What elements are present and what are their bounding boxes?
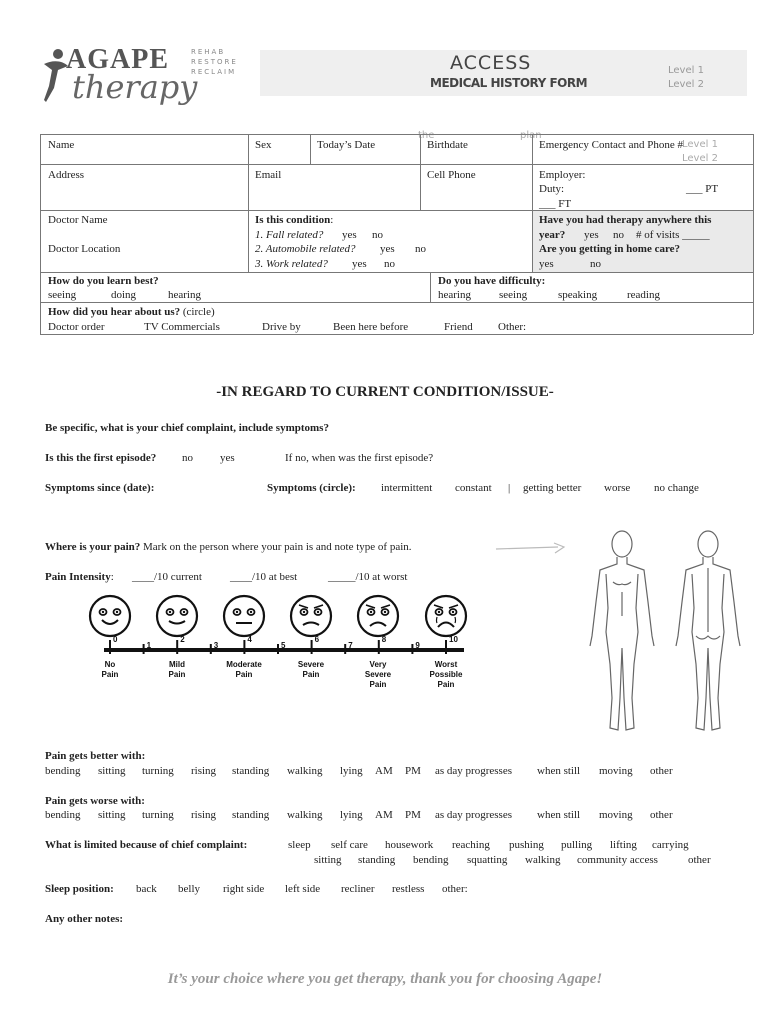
pain-face-icon: [157, 596, 197, 636]
pain-scale-label: Possible: [429, 670, 463, 679]
pain-scale-number: 2: [180, 635, 185, 644]
option-bending[interactable]: bending: [45, 809, 81, 821]
todays-date-label: Today’s Date: [317, 139, 376, 151]
pain-intensity-label: Pain Intensity: [45, 571, 111, 583]
sleep-position-label: Sleep position:: [45, 883, 114, 895]
ghost-level1: Level 1: [682, 139, 718, 150]
fall-no[interactable]: no: [372, 229, 383, 241]
pain-face-icon: [90, 596, 130, 636]
condition-question: [255, 214, 333, 227]
pain-scale-label: Pain: [235, 670, 253, 679]
difficulty-seeing[interactable]: seeing: [499, 289, 528, 301]
pain-scale-number: 6: [314, 635, 320, 644]
therapy-yes[interactable]: yes: [584, 229, 599, 241]
difficulty-speaking[interactable]: speaking: [558, 289, 598, 301]
option-bending[interactable]: bending: [45, 765, 81, 777]
option-rising[interactable]: rising: [191, 765, 217, 777]
table-line: [248, 134, 249, 272]
limited-label: What is limited because of chief complaint:: [45, 839, 248, 851]
birthdate-label: Birthdate: [427, 139, 468, 151]
header-level1: Level 1: [668, 65, 704, 76]
pain-best[interactable]: ____/10 at best: [230, 571, 298, 583]
hear-circle-note: (circle): [180, 306, 215, 318]
symptoms-circle-label: Symptoms (circle):: [267, 482, 356, 494]
option-pm[interactable]: PM: [405, 809, 421, 821]
home-care-no[interactable]: no: [590, 258, 601, 270]
therapy-year: year?: [539, 229, 566, 241]
option-right-side[interactable]: right side: [223, 883, 265, 895]
pain-scale-number: 7: [348, 641, 353, 650]
work-related-label: 3. Work related?: [255, 258, 328, 270]
pain-location-question: [45, 541, 412, 554]
symptom-no-change[interactable]: no change: [654, 482, 699, 494]
pain-scale-label: Mild: [169, 660, 185, 669]
table-line: [310, 134, 311, 164]
table-line: [532, 134, 533, 272]
doctor-location-label: Doctor Location: [48, 243, 121, 255]
home-care-yes[interactable]: yes: [539, 258, 554, 270]
auto-no[interactable]: no: [415, 243, 426, 255]
agape-logo: [36, 44, 236, 114]
table-line: [40, 134, 753, 135]
pain-intensity-colon: :: [110, 571, 114, 583]
option-squatting[interactable]: squatting: [467, 854, 508, 866]
header-level2: Level 2: [668, 79, 704, 90]
first-episode-when: If no, when was the first episode?: [285, 452, 434, 464]
work-yes[interactable]: yes: [352, 258, 367, 270]
option-moving[interactable]: moving: [599, 809, 633, 821]
option-lying[interactable]: lying: [340, 809, 363, 821]
learn-hearing[interactable]: hearing: [168, 289, 201, 301]
hear-question: [48, 306, 215, 319]
pain-scale-number: 5: [281, 641, 286, 650]
name-label: Name: [48, 139, 75, 151]
option-am[interactable]: AM: [375, 765, 393, 777]
condition-heading: -IN REGARD TO CURRENT CONDITION/ISSUE-: [216, 384, 554, 400]
pain-scale-number: 3: [213, 641, 219, 650]
table-line: [753, 134, 754, 334]
ghost-the: the: [418, 130, 435, 141]
condition-colon: :: [330, 214, 334, 226]
option-self-care[interactable]: self care: [331, 839, 368, 851]
logo-word-therapy: therapy: [72, 68, 198, 106]
pain-face-icon: [224, 596, 264, 636]
arrow-right-icon: [494, 542, 568, 556]
learn-question: How do you learn best?: [48, 275, 159, 287]
duty-pt: ___ PT: [686, 183, 719, 195]
form-subtitle: MEDICAL HISTORY FORM: [430, 76, 588, 90]
hear-other[interactable]: Other:: [498, 321, 527, 333]
pain-worst[interactable]: _____/10 at worst: [328, 571, 408, 583]
option-rising[interactable]: rising: [191, 809, 217, 821]
logo-tag-rehab: REHAB: [191, 48, 226, 56]
option-pulling[interactable]: pulling: [561, 839, 593, 851]
pain-scale-label: No: [104, 660, 116, 669]
option-standing[interactable]: standing: [358, 854, 396, 866]
pain-scale-label: Pain: [302, 670, 320, 679]
pain-scale-number: 1: [146, 641, 152, 650]
option-when-still[interactable]: when still: [537, 809, 581, 821]
learn-doing[interactable]: doing: [111, 289, 137, 301]
hear-doctor-order[interactable]: Doctor order: [48, 321, 105, 333]
therapy-no[interactable]: no: [613, 229, 624, 241]
sex-label: Sex: [255, 139, 272, 151]
symptoms-since-label: Symptoms since (date):: [45, 482, 155, 494]
pain-intensity-row: [45, 571, 114, 584]
visits-count[interactable]: # of visits _____: [636, 229, 710, 241]
worse-with-label: Pain gets worse with:: [45, 795, 145, 807]
learn-seeing[interactable]: seeing: [48, 289, 77, 301]
logo-tag-restore: RESTORE: [191, 58, 238, 66]
pain-scale-label: Worst: [434, 660, 458, 669]
pain-scale-label: Pain: [101, 670, 119, 679]
pain-scale-label: Pain: [369, 680, 387, 689]
symptom-getting-better[interactable]: getting better: [523, 482, 582, 494]
fall-related-label: 1. Fall related?: [255, 229, 324, 241]
footer-tagline: It’s your choice where you get therapy, thank you for choosing Agape!: [167, 971, 603, 987]
option-reaching[interactable]: reaching: [452, 839, 490, 851]
pain-scale-label: Moderate: [226, 660, 262, 669]
pain-scale-number: 0: [113, 635, 118, 644]
ghost-plan: plan: [520, 130, 542, 141]
duty-ft: ___ FT: [539, 198, 572, 210]
option-when-still[interactable]: when still: [537, 765, 581, 777]
symptom-constant[interactable]: constant: [455, 482, 492, 494]
cell-phone-label: Cell Phone: [427, 169, 476, 181]
sleep-position-options: [136, 883, 736, 897]
option-pushing[interactable]: pushing: [509, 839, 544, 851]
hear-drive-by[interactable]: Drive by: [262, 321, 301, 333]
chief-complaint-question: Be specific, what is your chief complaint, include symptoms?: [45, 422, 329, 434]
option-lifting[interactable]: lifting: [610, 839, 637, 851]
home-care-question: Are you getting in home care?: [539, 243, 681, 255]
option-standing[interactable]: standing: [232, 809, 270, 821]
table-line: [40, 302, 753, 303]
pain-scale-label: Very: [369, 660, 387, 669]
work-no[interactable]: no: [384, 258, 395, 270]
pain-current[interactable]: ____/10 current: [132, 571, 202, 583]
option-sitting[interactable]: sitting: [98, 765, 126, 777]
pain-scale-label: Severe: [364, 670, 392, 679]
therapy-question: Have you had therapy anywhere this: [539, 214, 712, 226]
option-sleep[interactable]: sleep: [288, 839, 311, 851]
table-line: [40, 164, 753, 165]
form-title: ACCESS: [450, 52, 532, 74]
option-other[interactable]: other: [688, 854, 711, 866]
pain-face-icon: [426, 596, 466, 636]
option-belly[interactable]: belly: [178, 883, 200, 895]
hear-been-here[interactable]: Been here before: [333, 321, 409, 333]
option-lying[interactable]: lying: [340, 765, 363, 777]
option-as-day-progresses[interactable]: as day progresses: [435, 765, 512, 777]
table-line: [420, 134, 421, 210]
option-recliner[interactable]: recliner: [341, 883, 375, 895]
pain-location-rest: Mark on the person where your pain is and note type of pain.: [143, 541, 412, 553]
option-other[interactable]: other: [650, 765, 673, 777]
table-line: [430, 272, 431, 302]
address-label: Address: [48, 169, 85, 181]
worse-with-options: [45, 809, 745, 823]
option-walking[interactable]: walking: [287, 809, 323, 821]
pain-scale-number: 10: [449, 635, 458, 644]
body-diagram-back: [668, 528, 748, 738]
hear-question-text: How did you hear about us?: [48, 306, 181, 318]
option-carrying[interactable]: carrying: [652, 839, 689, 851]
pain-scale-number: 9: [415, 641, 420, 650]
symptom-worse[interactable]: worse: [604, 482, 631, 494]
table-line: [40, 134, 41, 334]
pain-faces-scale: [86, 592, 482, 696]
option-turning[interactable]: turning: [142, 765, 174, 777]
pain-scale-number: 8: [381, 635, 387, 644]
option-housework[interactable]: housework: [385, 839, 434, 851]
fall-yes[interactable]: yes: [342, 229, 357, 241]
pain-scale-label: Pain: [437, 680, 455, 689]
auto-related-label: 2. Automobile related?: [255, 243, 356, 255]
email-label: Email: [255, 169, 282, 181]
pain-face-icon: [358, 596, 398, 636]
condition-question-text: Is this condition: [255, 214, 331, 226]
better-with-label: Pain gets better with:: [45, 750, 146, 762]
better-with-options: [45, 765, 745, 779]
pain-face-icon: [291, 596, 331, 636]
duty-label: Duty:: [539, 183, 565, 195]
hear-friend[interactable]: Friend: [444, 321, 473, 333]
pain-location-bold: Where is your pain?: [45, 541, 141, 553]
option-moving[interactable]: moving: [599, 765, 633, 777]
hear-tv[interactable]: TV Commercials: [144, 321, 220, 333]
first-episode-question: Is this the first episode?: [45, 452, 157, 464]
table-line: [40, 210, 753, 211]
first-episode-no[interactable]: no: [182, 452, 193, 464]
logo-tag-reclaim: RECLAIM: [191, 68, 237, 76]
table-line: [40, 272, 753, 273]
pain-scale-number: 4: [247, 635, 252, 644]
option-other[interactable]: other:: [442, 883, 468, 895]
symptom-intermittent[interactable]: intermittent: [381, 482, 433, 494]
option-bending[interactable]: bending: [413, 854, 449, 866]
logo-word-agape: AGAPE: [66, 44, 169, 75]
emergency-contact-label: Emergency Contact and Phone #: [539, 139, 683, 151]
symptom-separator: |: [508, 482, 511, 494]
option-restless[interactable]: restless: [392, 883, 425, 895]
employer-label: Employer:: [539, 169, 586, 181]
option-walking[interactable]: walking: [287, 765, 323, 777]
table-line: [40, 334, 753, 335]
difficulty-hearing[interactable]: hearing: [438, 289, 471, 301]
option-other[interactable]: other: [650, 809, 673, 821]
body-diagram-front: [582, 528, 662, 738]
option-community-access[interactable]: community access: [577, 854, 658, 866]
pain-scale-label: Severe: [297, 660, 325, 669]
difficulty-reading[interactable]: reading: [627, 289, 660, 301]
option-am[interactable]: AM: [375, 809, 393, 821]
pain-scale-label: Pain: [168, 670, 186, 679]
option-walking[interactable]: walking: [525, 854, 561, 866]
agape-figure-icon: [36, 48, 70, 104]
option-back[interactable]: back: [136, 883, 157, 895]
auto-yes[interactable]: yes: [380, 243, 395, 255]
ghost-level2: Level 2: [682, 153, 718, 164]
limited-options-row1: [288, 839, 748, 853]
option-as-day-progresses[interactable]: as day progresses: [435, 809, 512, 821]
other-notes-label: Any other notes:: [45, 913, 124, 925]
option-standing[interactable]: standing: [232, 765, 270, 777]
limited-options-row2: [314, 854, 754, 868]
option-turning[interactable]: turning: [142, 809, 174, 821]
option-sitting[interactable]: sitting: [98, 809, 126, 821]
doctor-name-label: Doctor Name: [48, 214, 108, 226]
difficulty-question: Do you have difficulty:: [438, 275, 546, 287]
option-left-side[interactable]: left side: [285, 883, 321, 895]
option-sitting[interactable]: sitting: [314, 854, 342, 866]
first-episode-yes[interactable]: yes: [220, 452, 235, 464]
option-pm[interactable]: PM: [405, 765, 421, 777]
